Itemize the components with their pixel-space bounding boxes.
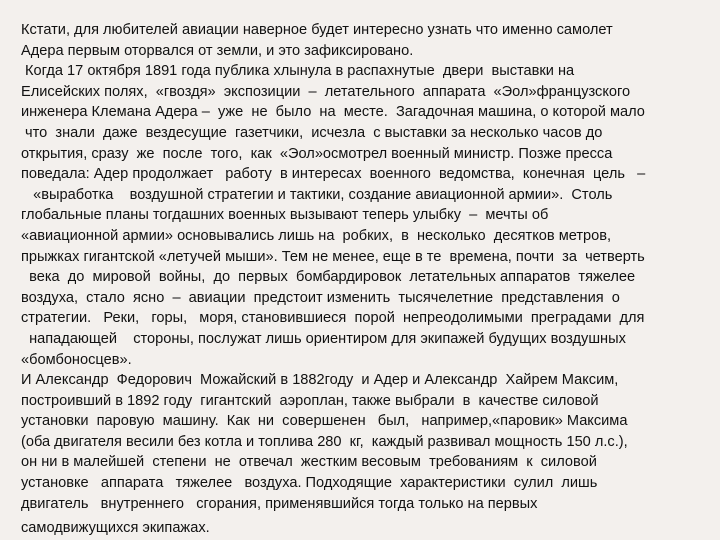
- text-line: глобальные планы тогдашних военных вызывают теперь улыбку – мечты об: [21, 207, 549, 224]
- text-line: «авиационной армии» основывались лишь на робких, в несколько десятков метров,: [21, 227, 612, 244]
- text-line: Адера первым оторвался от земли, и это зафиксировано.: [21, 42, 414, 59]
- text-line: открытия, сразу же после того, как «Эол»осмотрел военный министр. Позже пресса: [21, 145, 613, 162]
- text-line: Елисейских полях, «гвоздя» экспозиции – летательного аппарата «Эол»французского: [21, 83, 631, 100]
- text-line: самодвижущихся экипажах.: [21, 520, 210, 537]
- text-line: построивший в 1892 году гигантский аэроплан, также выбрали в качестве силовой: [21, 392, 599, 409]
- text-line: Кстати, для любителей авиации наверное будет интересно узнать что именно самолет: [21, 22, 613, 38]
- text-line: поведала: Адер продолжает работу в интересах военного ведомства, конечная цель –: [21, 166, 646, 183]
- text-line: инженера Клемана Адера – уже не было на месте. Загадочная машина, о которой мало: [21, 104, 645, 121]
- text-line: «выработка воздушной стратегии и тактики, создание авиационной армии». Столь: [21, 186, 613, 203]
- text-line: он ни в малейшей степени не отвечал жестким весовым требованиям к силовой: [21, 454, 597, 471]
- text-line: прыжках гигантской «летучей мыши». Тем не менее, еще в те времена, почти за четверть: [21, 248, 645, 265]
- text-line: нападающей стороны, послужат лишь ориентиром для экипажей будущих воздушных: [21, 330, 626, 347]
- text-line: стратегии. Реки, горы, моря, становившиеся порой непреодолимыми преградами для: [21, 310, 645, 327]
- text-line: И Александр Федорович Можайский в 1882году и Адер и Александр Хайрем Максим,: [21, 372, 619, 389]
- text-line: установке аппарата тяжелее воздуха. Подходящие характеристики сулил лишь: [21, 475, 598, 492]
- text-line: «бомбоносцев».: [21, 351, 132, 368]
- text-line: установки паровую машину. Как ни совершенен был, например,«паровик» Максима: [21, 413, 628, 430]
- text-line: (оба двигателя весили без котла и топлива 280 кг, каждый развивал мощность 150 л.с.),: [21, 433, 628, 450]
- text-line: века до мировой войны, до первых бомбардировок летательных аппаратов тяжелее: [21, 269, 636, 286]
- text-line: что знали даже вездесущие газетчики, исчезла с выставки за несколько часов до: [21, 124, 603, 141]
- text-line: воздуха, стало ясно – авиации предстоит изменить тысячелетние представления о: [21, 289, 620, 306]
- document-body: [21, 20, 705, 539]
- text-line: двигатель внутреннего сгорания, применявшийся тогда только на первых: [21, 495, 538, 512]
- text-line: Когда 17 октября 1891 года публика хлынула в распахнутые двери выставки на: [21, 63, 575, 80]
